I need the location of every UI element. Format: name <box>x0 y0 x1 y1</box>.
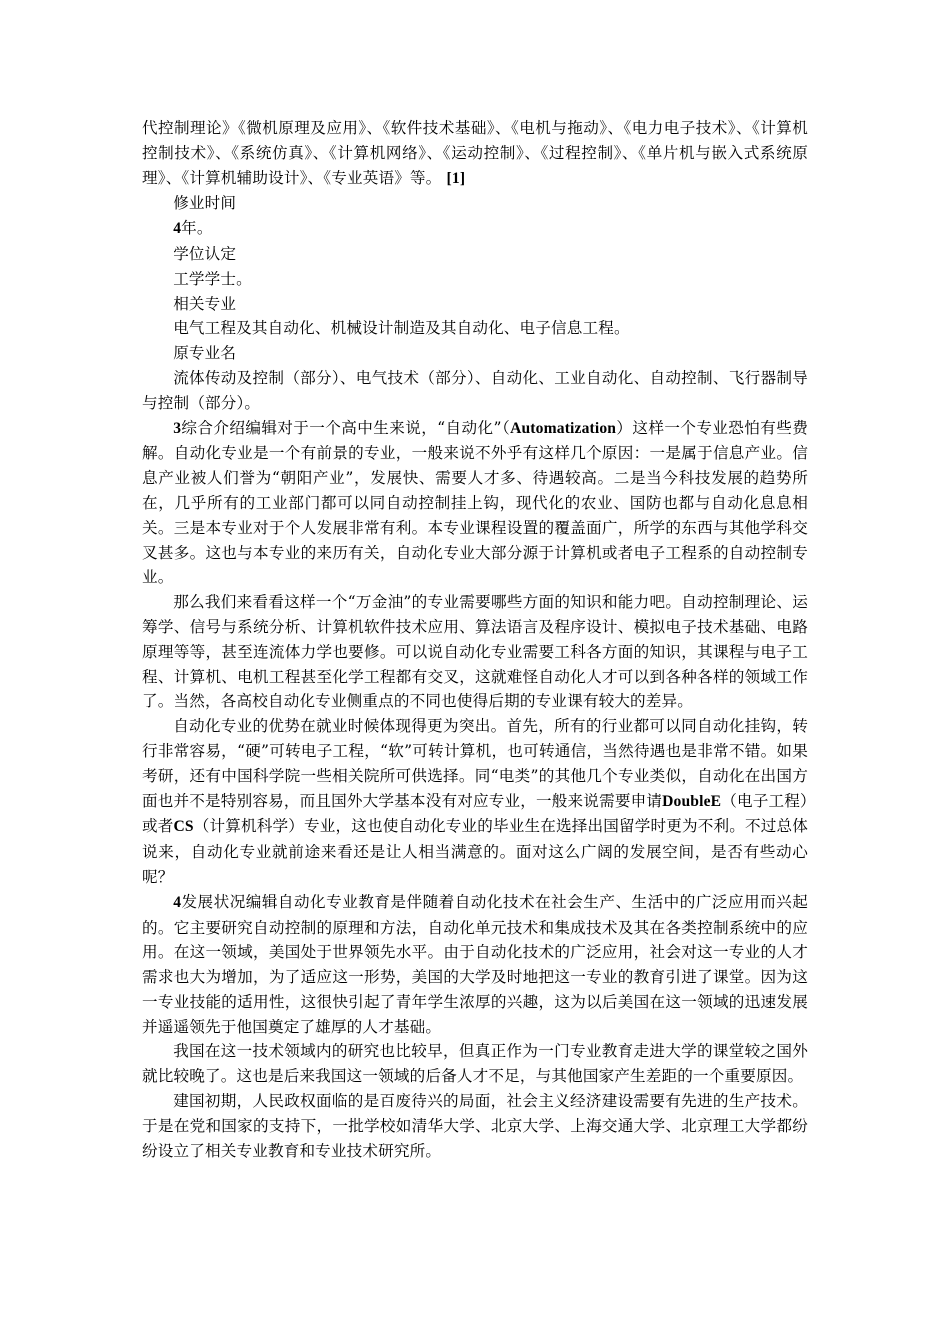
section3-paragraph-1 <box>142 416 808 591</box>
intro-text: 代控制理论》《微机原理及应用》、《软件技术基础》、《电机与拖动》、《电力电子技术》、《计算机控制技术》、《系统仿真》、《计算机网络》、《运动控制》、《过程控制》、《单片机与嵌入式系统原理》、《计算机辅助设计》、《专业英语》等。 <box>142 119 808 187</box>
section3-p1-part-a: 综合介绍编辑对于一个高中生来说，“自动化”（ <box>181 418 511 437</box>
section3-paragraph-2: 那么我们来看看这样一个“万金油”的专业需要哪些方面的知识和能力吧。自动控制理论、运筹学、信号与系统分析、计算机软件技术应用、算法语言及程序设计、模拟电子技术基础、电路原理等等，甚至连流体力学也要修。可以说自动化专业需要工科各方面的知识，其课程与电子工程、计算机、电机工程甚至化学工程都有交叉，这就难怪自动化人才可以到各种各样的领域工作了。当然，各高校自动化专业侧重点的不同也使得后期的专业课有较大的差异。 <box>142 593 808 711</box>
citation-link[interactable]: [1] <box>446 169 466 187</box>
former-value: 流体传动及控制（部分）、电气技术（部分）、自动化、工业自动化、自动控制、飞行器制导与控制（部分）。 <box>142 368 808 412</box>
intro-paragraph <box>142 116 808 191</box>
duration-value <box>142 216 808 242</box>
related-heading: 相关专业 <box>173 294 237 313</box>
section3-p3-part-c: （计算机科学）专业，这也使自动化专业的毕业生在选择出国留学时更为不利。不过总体说来，自动化专业就前途来看还是让人相当满意的。面对这么广阔的发展空间，是否有些动心呢？ <box>142 817 808 886</box>
section4-p1-text: 发展状况编辑自动化专业教育是伴随着自动化技术在社会生产、生活中的广泛应用而兴起的。它主要研究自动控制的原理和方法，自动化单元技术和集成技术及其在各类控制系统中的应用。在这一领域，美国处于世界领先水平。由于自动化技术的广泛应用，社会对这一专业的人才需求也大为增加，为了适应这一形势，美国的大学及时地把这一专业的教育引进了课堂。因为这一专业技能的适用性，这很快引起了青年学生浓厚的兴趣，这为以后美国在这一领域的迅速发展并遥遥领先于他国奠定了雄厚的人才基础。 <box>142 892 808 1036</box>
section3-term-cs: CS <box>173 818 194 836</box>
section3-p3-part-b: （电子工程）或者 <box>142 791 809 836</box>
related-value: 电气工程及其自动化、机械设计制造及其自动化、电子信息工程。 <box>173 319 630 338</box>
section4-number: 4 <box>173 893 182 911</box>
duration-number: 4 <box>173 220 182 238</box>
degree-heading: 学位认定 <box>173 244 237 263</box>
section3-p1-part-b: ）这样一个专业恐怕有些费解。自动化专业是一个有前景的专业，一般来说不外乎有这样几个原因：一是属于信息产业。信息产业被人们誉为“朝阳产业”，发展快、需要人才多、待遇较高。二是当今科技发展的趋势所在，几乎所有的工业部门都可以同自动控制挂上钩，现代化的农业、国防也都与自动化息息相关。三是本专业对于个人发展非常有利。本专业课程设置的覆盖面广，所学的东西与其他学科交叉甚多。这也与本专业的来历有关，自动化专业大部分源于计算机或者电子工程系的自动控制专业。 <box>142 418 808 587</box>
section3-p3-part-a: 自动化专业的优势在就业时候体现得更为突出。首先，所有的行业都可以同自动化挂钩，转行非常容易，“硬”可转电子工程，“软”可转计算机，也可转通信，当然待遇也是非常不错。如果考研，还有中国科学院一些相关院所可供选择。同“电类”的其他几个专业类似，自动化在出国方面也并不是特别容易，而且国外大学基本没有对应专业，一般来说需要申请 <box>142 717 808 810</box>
section3-term-doublee: DoubleE <box>662 792 722 810</box>
section3-paragraph-3 <box>142 714 808 890</box>
document-page <box>142 116 808 1163</box>
duration-unit: 年。 <box>181 219 213 238</box>
section4-paragraph-3: 建国初期，人民政权面临的是百废待兴的局面，社会主义经济建设需要有先进的生产技术。于是在党和国家的支持下，一批学校如清华大学、北京大学、上海交通大学、北京理工大学都纷纷设立了相关专业教育和专业技术研究所。 <box>142 1092 808 1160</box>
degree-value: 工学学士。 <box>173 269 252 288</box>
former-heading: 原专业名 <box>173 344 237 363</box>
section4-paragraph-1 <box>142 890 808 1040</box>
section3-term-automatization: Automatization <box>510 419 617 437</box>
section3-number: 3 <box>173 419 182 437</box>
duration-heading: 修业时间 <box>173 194 237 213</box>
section4-paragraph-2: 我国在这一技术领域内的研究也比较早，但真正作为一门专业教育走进大学的课堂较之国外就比较晚了。这也是后来我国这一领域的后备人才不足，与其他国家产生差距的一个重要原因。 <box>142 1042 808 1086</box>
